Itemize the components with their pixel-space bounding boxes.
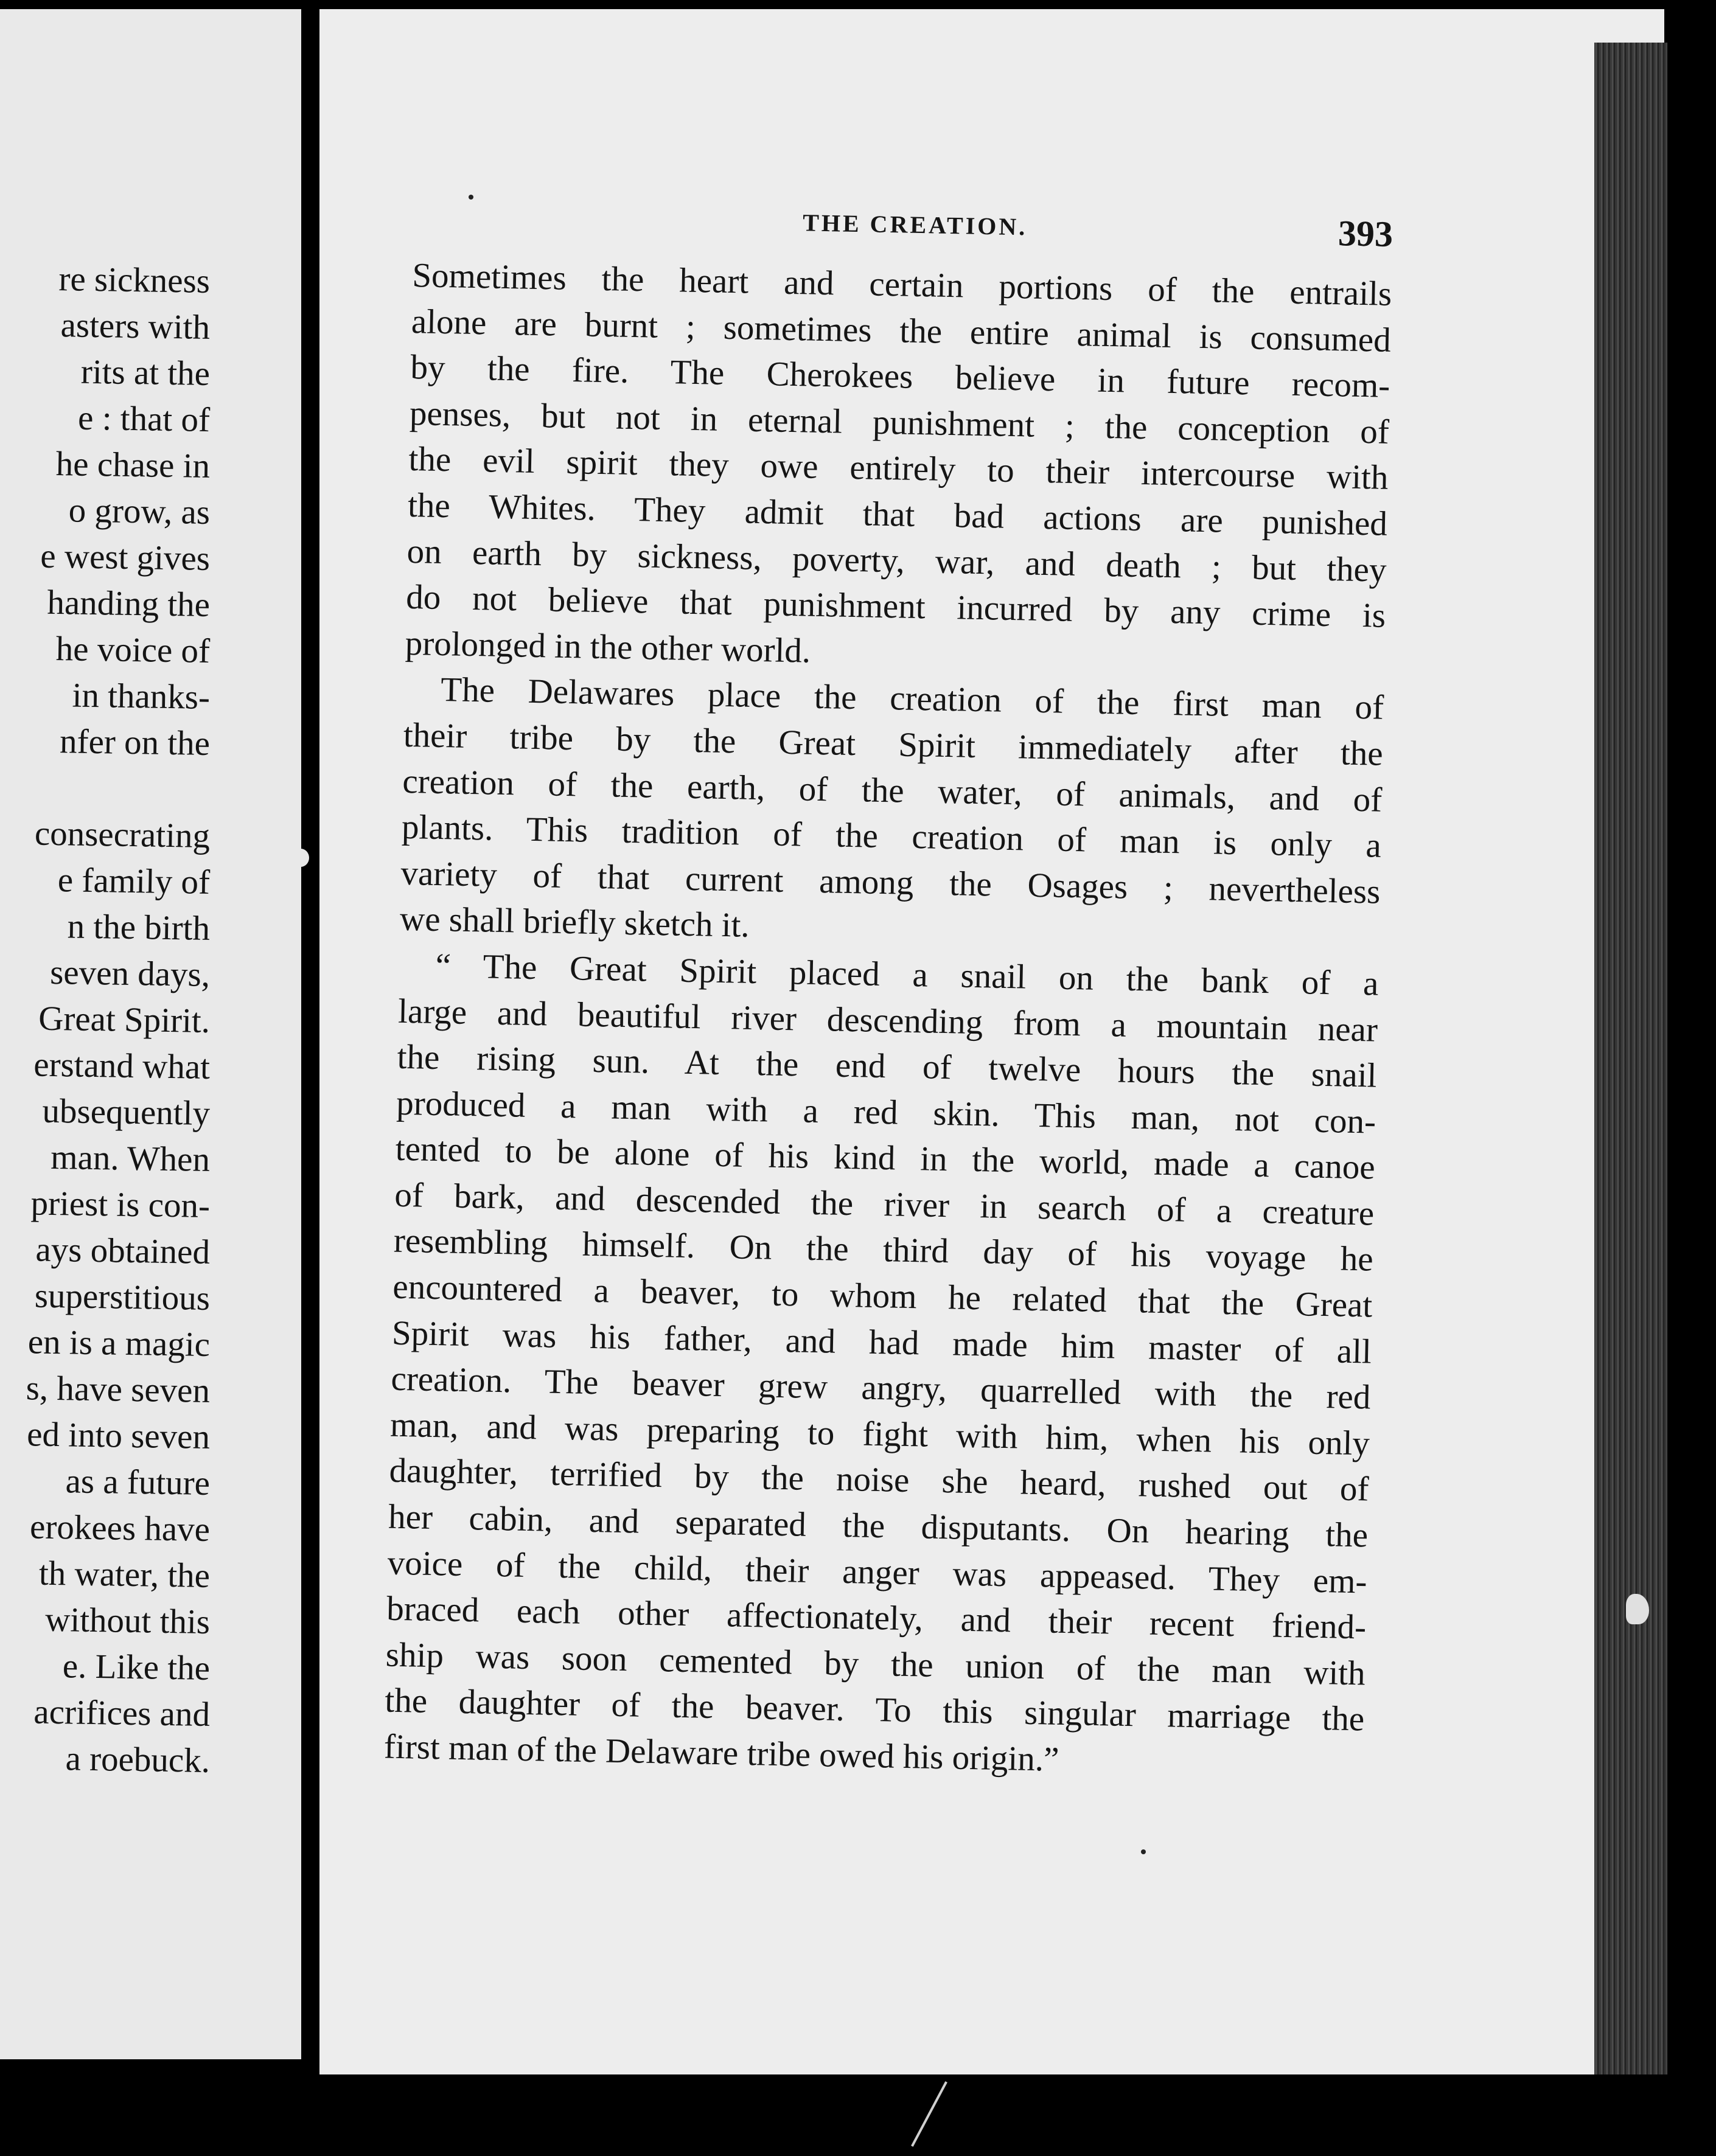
text-line: by the fire. The Cherokees believe in future recom- — [410, 348, 1390, 406]
left-line: e. Like the — [62, 1647, 211, 1688]
left-line: man. When — [50, 1138, 211, 1179]
text-line: Sometimes the heart and certain portions of the entrails — [411, 256, 1392, 313]
left-line: o grow, as — [68, 491, 211, 532]
text-line: first man of the Delaware tribe owed his origin.” — [383, 1727, 1059, 1779]
text-line: variety of that current among the Osages ; nevertheless — [400, 854, 1381, 911]
text-line: we shall briefly sketch it. — [399, 900, 750, 945]
left-page-text — [0, 259, 210, 1784]
text-line: Spirit was his father, and had made him master of all — [391, 1313, 1372, 1371]
left-line: as a future — [65, 1462, 211, 1503]
left-line: ed into seven — [26, 1415, 211, 1456]
text-line: her cabin, and separated the disputants. On hearing the — [388, 1497, 1369, 1555]
text-line: produced a man with a red skin. This man, not con- — [396, 1083, 1376, 1141]
text-line: voice of the child, their anger was appeased. They em- — [387, 1543, 1368, 1601]
page-edge-stack — [1594, 43, 1667, 2074]
left-line: re sickness — [58, 260, 211, 301]
page-number: 393 — [1338, 213, 1393, 254]
text-line: large and beautiful river descending from a mountain near — [397, 992, 1378, 1049]
text-line: penses, but not in eternal punishment ; the conception of — [409, 394, 1390, 451]
left-line: a roebuck. — [65, 1739, 211, 1780]
text-line: the evil spirit they owe entirely to their intercourse with — [408, 440, 1389, 498]
left-line: en is a magic — [27, 1323, 211, 1364]
text-line: the rising sun. At the end of twelve hours the snail — [397, 1037, 1378, 1095]
left-line: ubsequently — [42, 1091, 211, 1133]
page-content — [383, 195, 1393, 1789]
left-line: priest is con- — [30, 1184, 211, 1225]
body-text — [383, 252, 1392, 1789]
left-line: without this — [44, 1600, 211, 1641]
text-line: ship was soon cemented by the union of the man with — [385, 1635, 1366, 1693]
text-line: resembling himself. On the third day of his voyage he — [393, 1222, 1374, 1279]
left-line: e west gives — [40, 537, 211, 578]
text-line: man, and was preparing to fight with him, when his only — [389, 1405, 1370, 1463]
paper-scrap — [1626, 1594, 1649, 1624]
left-line: nfer on the — [59, 722, 211, 763]
ink-dot — [1141, 1849, 1146, 1854]
left-line: acrifices and — [33, 1692, 211, 1734]
left-line: handing the — [47, 583, 211, 624]
left-line: in thanks- — [72, 676, 211, 717]
text-line: creation of the earth, of the water, of animals, and of — [402, 762, 1383, 819]
text-line: do not believe that punishment incurred by any crime is — [405, 578, 1386, 635]
left-line: e : that of — [77, 398, 211, 439]
left-line: rits at the — [80, 352, 211, 393]
left-page — [0, 9, 301, 2059]
left-line: ays obtained — [35, 1230, 211, 1271]
text-line: plants. This tradition of the creation of man is only a — [401, 807, 1382, 865]
left-line: seven days, — [49, 953, 211, 994]
text-line: daughter, terrified by the noise she heard, rushed out of — [389, 1452, 1370, 1509]
text-line: The Delawares place the creation of the first man of — [440, 670, 1384, 728]
left-line: erstand what — [33, 1045, 211, 1087]
left-line: n the birth — [67, 907, 211, 948]
text-line: their tribe by the Great Spirit immediately after the — [403, 715, 1384, 773]
running-head-title: THE CREATION. — [802, 209, 1028, 241]
text-line: alone are burnt ; sometimes the entire animal is consumed — [411, 302, 1392, 360]
text-line: creation. The beaver grew angry, quarrelled with the red — [391, 1359, 1371, 1417]
text-line: of bark, and descended the river in search of a creature — [394, 1175, 1375, 1233]
left-line — [0, 763, 211, 813]
text-line: the Whites. They admit that bad actions are punished — [407, 485, 1388, 543]
left-line: asters with — [60, 306, 211, 347]
text-line: the daughter of the beaver. To this singular marriage the — [384, 1681, 1365, 1739]
left-line: he voice of — [55, 630, 211, 670]
scan-artifact-stroke — [911, 2081, 947, 2147]
text-line: on earth by sickness, poverty, war, and death ; but they — [406, 532, 1387, 589]
left-line: he chase in — [55, 445, 211, 485]
left-line: superstitious — [34, 1276, 211, 1318]
left-line: th water, the — [38, 1554, 211, 1595]
left-line: consecrating — [34, 814, 211, 855]
text-line: braced each other affectionately, and their recent friend- — [386, 1589, 1367, 1647]
text-line: encountered a beaver, to whom he related that the Great — [392, 1267, 1373, 1325]
text-line: prolonged in the other world. — [405, 624, 811, 670]
left-line: e family of — [57, 861, 211, 902]
text-line: “ The Great Spirit placed a snail on the bank of a — [435, 946, 1379, 1003]
text-line: tented to be alone of his kind in the world, made a canoe — [395, 1129, 1376, 1187]
left-line: s, have seven — [26, 1369, 211, 1410]
left-line: erokees have — [29, 1507, 211, 1549]
page-notch — [292, 849, 309, 867]
left-line: Great Spirit. — [38, 999, 211, 1040]
